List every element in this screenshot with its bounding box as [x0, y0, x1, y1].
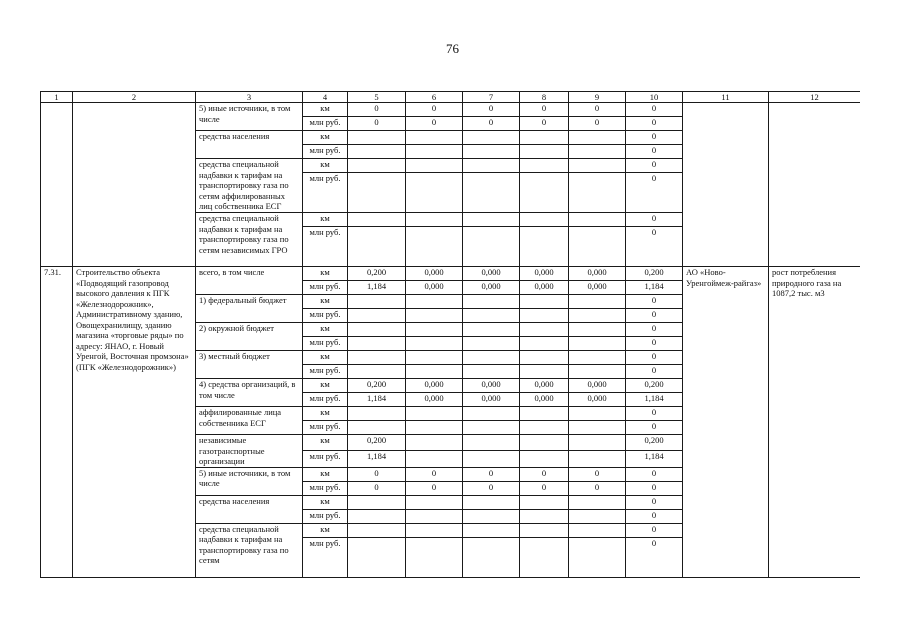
- value-cell-col-8: [520, 131, 569, 145]
- column-header-1: 1: [41, 92, 73, 103]
- value-cell-col-5: [348, 323, 406, 337]
- unit-cell: км: [303, 159, 348, 173]
- value-cell-col-5: [348, 495, 406, 509]
- column-header-3: 3: [196, 92, 303, 103]
- value-cell-col-10: 0: [626, 213, 683, 227]
- unit-cell: км: [303, 523, 348, 537]
- value-cell-col-5: [348, 351, 406, 365]
- value-cell-col-6: 0: [406, 467, 463, 481]
- funding-source-label: 2) окружной бюджет: [196, 323, 303, 351]
- funding-source-label: 1) федеральный бюджет: [196, 295, 303, 323]
- value-cell-col-5: 0: [348, 481, 406, 495]
- unit-cell: млн руб.: [303, 451, 348, 467]
- value-cell-col-8: [520, 495, 569, 509]
- value-cell-col-10: 0: [626, 495, 683, 509]
- value-cell-col-5: [348, 159, 406, 173]
- funding-source-label: 3) местный бюджет: [196, 351, 303, 379]
- unit-cell: млн руб.: [303, 365, 348, 379]
- value-cell-col-8: [520, 227, 569, 267]
- value-cell-col-10: 0,200: [626, 435, 683, 451]
- value-cell-col-8: [520, 421, 569, 435]
- value-cell-col-6: [406, 145, 463, 159]
- value-cell-col-6: [406, 537, 463, 577]
- value-cell-col-9: [569, 509, 626, 523]
- unit-cell: км: [303, 379, 348, 393]
- unit-cell: км: [303, 323, 348, 337]
- value-cell-col-7: [463, 323, 520, 337]
- column-header-11: 11: [683, 92, 769, 103]
- value-cell-col-10: 0: [626, 159, 683, 173]
- value-cell-col-8: [520, 351, 569, 365]
- funding-source-label: 4) средства организаций, в том числе: [196, 379, 303, 407]
- funding-source-label: независимые газотранспортные организации: [196, 435, 303, 468]
- value-cell-col-7: [463, 145, 520, 159]
- value-cell-col-5: [348, 509, 406, 523]
- value-cell-col-9: [569, 309, 626, 323]
- value-cell-col-9: [569, 295, 626, 309]
- value-cell-col-10: 0: [626, 117, 683, 131]
- value-cell-col-5: 1,184: [348, 393, 406, 407]
- value-cell-col-8: [520, 537, 569, 577]
- funding-source-label: 5) иные источники, в том числе: [196, 103, 303, 131]
- value-cell-col-9: [569, 351, 626, 365]
- value-cell-col-8: [520, 365, 569, 379]
- value-cell-col-6: 0,000: [406, 379, 463, 393]
- value-cell-col-5: [348, 227, 406, 267]
- value-cell-col-8: [520, 159, 569, 173]
- column-header-row: [41, 92, 861, 103]
- value-cell-col-9: [569, 131, 626, 145]
- value-cell-col-5: 0: [348, 467, 406, 481]
- value-cell-col-10: 0: [626, 351, 683, 365]
- value-cell-col-8: 0,000: [520, 379, 569, 393]
- value-cell-col-8: 0: [520, 467, 569, 481]
- value-cell-col-6: [406, 213, 463, 227]
- column-header-2: 2: [73, 92, 196, 103]
- value-cell-col-9: 0,000: [569, 393, 626, 407]
- value-cell-col-10: 0: [626, 103, 683, 117]
- value-cell-col-8: [520, 173, 569, 213]
- value-cell-col-5: [348, 309, 406, 323]
- value-cell-col-8: [520, 309, 569, 323]
- unit-cell: млн руб.: [303, 117, 348, 131]
- value-cell-col-8: [520, 337, 569, 351]
- value-cell-col-6: [406, 509, 463, 523]
- value-cell-col-10: 0: [626, 295, 683, 309]
- value-cell-col-9: [569, 323, 626, 337]
- column-header-6: 6: [406, 92, 463, 103]
- value-cell-col-5: [348, 337, 406, 351]
- value-cell-col-8: [520, 435, 569, 451]
- value-cell-col-5: 1,184: [348, 281, 406, 295]
- unit-cell: км: [303, 267, 348, 281]
- value-cell-col-6: [406, 173, 463, 213]
- table-row: [41, 267, 861, 281]
- value-cell-col-6: [406, 435, 463, 451]
- value-cell-col-9: [569, 435, 626, 451]
- unit-cell: км: [303, 407, 348, 421]
- value-cell-col-7: [463, 435, 520, 451]
- value-cell-col-7: [463, 337, 520, 351]
- column-header-4: 4: [303, 92, 348, 103]
- value-cell-col-9: 0: [569, 117, 626, 131]
- value-cell-col-6: [406, 337, 463, 351]
- unit-cell: км: [303, 495, 348, 509]
- unit-cell: км: [303, 103, 348, 117]
- value-cell-col-9: [569, 159, 626, 173]
- value-cell-col-9: 0,000: [569, 267, 626, 281]
- value-cell-col-7: [463, 213, 520, 227]
- table-wrapper: [40, 91, 860, 617]
- object-name-cell: [73, 103, 196, 267]
- organization-cell: АО «Ново-Уренгоймеж-райгаз»: [683, 267, 769, 578]
- value-cell-col-5: [348, 537, 406, 577]
- funding-source-label: 5) иные источники, в том числе: [196, 467, 303, 495]
- value-cell-col-7: 0: [463, 481, 520, 495]
- funding-source-label: средства специальной надбавки к тарифам на транспортировку газа по сетям независимых ГРО: [196, 213, 303, 267]
- value-cell-col-5: 0,200: [348, 267, 406, 281]
- value-cell-col-10: 0: [626, 407, 683, 421]
- unit-cell: млн руб.: [303, 145, 348, 159]
- unit-cell: млн руб.: [303, 173, 348, 213]
- value-cell-col-6: [406, 295, 463, 309]
- value-cell-col-10: 0: [626, 173, 683, 213]
- funding-source-label: средства населения: [196, 495, 303, 523]
- value-cell-col-8: 0,000: [520, 281, 569, 295]
- value-cell-col-10: 0: [626, 309, 683, 323]
- value-cell-col-6: 0,000: [406, 393, 463, 407]
- value-cell-col-5: [348, 173, 406, 213]
- value-cell-col-9: [569, 523, 626, 537]
- value-cell-col-8: 0: [520, 481, 569, 495]
- value-cell-col-9: 0,000: [569, 281, 626, 295]
- value-cell-col-6: [406, 227, 463, 267]
- unit-cell: млн руб.: [303, 509, 348, 523]
- unit-cell: км: [303, 295, 348, 309]
- value-cell-col-5: [348, 523, 406, 537]
- unit-cell: км: [303, 435, 348, 451]
- value-cell-col-9: [569, 451, 626, 467]
- value-cell-col-7: [463, 495, 520, 509]
- value-cell-col-9: [569, 145, 626, 159]
- value-cell-col-6: [406, 451, 463, 467]
- value-cell-col-10: 0: [626, 481, 683, 495]
- value-cell-col-7: [463, 537, 520, 577]
- column-header-12: 12: [769, 92, 861, 103]
- value-cell-col-10: 0: [626, 145, 683, 159]
- value-cell-col-10: 1,184: [626, 281, 683, 295]
- value-cell-col-8: [520, 407, 569, 421]
- value-cell-col-9: [569, 495, 626, 509]
- value-cell-col-7: [463, 523, 520, 537]
- value-cell-col-6: 0,000: [406, 281, 463, 295]
- value-cell-col-10: 0,200: [626, 267, 683, 281]
- value-cell-col-6: [406, 159, 463, 173]
- value-cell-col-7: 0: [463, 103, 520, 117]
- value-cell-col-9: [569, 407, 626, 421]
- value-cell-col-7: [463, 365, 520, 379]
- value-cell-col-6: [406, 323, 463, 337]
- value-cell-col-6: 0: [406, 103, 463, 117]
- funding-source-label: аффилированные лица собственника ЕСГ: [196, 407, 303, 435]
- value-cell-col-5: 0,200: [348, 435, 406, 451]
- value-cell-col-10: 0: [626, 509, 683, 523]
- column-header-5: 5: [348, 92, 406, 103]
- value-cell-col-5: [348, 421, 406, 435]
- value-cell-col-10: 1,184: [626, 393, 683, 407]
- value-cell-col-10: 0,200: [626, 379, 683, 393]
- value-cell-col-8: 0,000: [520, 393, 569, 407]
- column-header-8: 8: [520, 92, 569, 103]
- value-cell-col-9: [569, 365, 626, 379]
- value-cell-col-7: 0,000: [463, 267, 520, 281]
- value-cell-col-7: 0,000: [463, 281, 520, 295]
- value-cell-col-5: [348, 213, 406, 227]
- value-cell-col-9: [569, 421, 626, 435]
- value-cell-col-10: 1,184: [626, 451, 683, 467]
- value-cell-col-9: [569, 227, 626, 267]
- value-cell-col-7: 0: [463, 467, 520, 481]
- value-cell-col-10: 0: [626, 337, 683, 351]
- value-cell-col-9: [569, 537, 626, 577]
- column-header-7: 7: [463, 92, 520, 103]
- value-cell-col-6: [406, 351, 463, 365]
- funding-source-label: средства специальной надбавки к тарифам на транспортировку газа по сетям аффилированных лиц собственника ЕСГ: [196, 159, 303, 213]
- value-cell-col-9: 0: [569, 103, 626, 117]
- unit-cell: млн руб.: [303, 337, 348, 351]
- unit-cell: км: [303, 467, 348, 481]
- value-cell-col-7: [463, 509, 520, 523]
- value-cell-col-7: [463, 451, 520, 467]
- value-cell-col-10: 0: [626, 467, 683, 481]
- value-cell-col-10: 0: [626, 365, 683, 379]
- value-cell-col-8: 0: [520, 103, 569, 117]
- column-header-10: 10: [626, 92, 683, 103]
- result-cell: [769, 103, 861, 267]
- value-cell-col-8: [520, 451, 569, 467]
- item-number-cell: [41, 103, 73, 267]
- value-cell-col-7: [463, 295, 520, 309]
- table-row: [41, 103, 861, 117]
- value-cell-col-10: 0: [626, 227, 683, 267]
- object-name-cell: Строительство объекта «Подводящий газопровод высокого давления к ПГК «Железнодорожник», Административному зданию, Овощехранилищу, зданию магазина «торговые ряды» по адресу: ЯНАО, г. Новый Уренгой, Восточная промзона» (ПГК «Железнодорожник»): [73, 267, 196, 578]
- value-cell-col-6: [406, 309, 463, 323]
- page-number: 76: [446, 41, 459, 56]
- value-cell-col-8: [520, 295, 569, 309]
- value-cell-col-7: [463, 309, 520, 323]
- value-cell-col-7: [463, 173, 520, 213]
- value-cell-col-7: [463, 351, 520, 365]
- value-cell-col-8: 0: [520, 117, 569, 131]
- value-cell-col-7: 0,000: [463, 393, 520, 407]
- value-cell-col-6: [406, 421, 463, 435]
- unit-cell: млн руб.: [303, 227, 348, 267]
- value-cell-col-10: 0: [626, 131, 683, 145]
- value-cell-col-9: [569, 213, 626, 227]
- unit-cell: млн руб.: [303, 537, 348, 577]
- funding-source-label: средства специальной надбавки к тарифам на транспортировку газа по сетям: [196, 523, 303, 577]
- unit-cell: млн руб.: [303, 421, 348, 435]
- value-cell-col-8: 0,000: [520, 267, 569, 281]
- unit-cell: млн руб.: [303, 281, 348, 295]
- value-cell-col-7: [463, 421, 520, 435]
- value-cell-col-9: 0: [569, 467, 626, 481]
- value-cell-col-6: 0,000: [406, 267, 463, 281]
- value-cell-col-6: 0: [406, 481, 463, 495]
- value-cell-col-7: [463, 159, 520, 173]
- value-cell-col-10: 0: [626, 537, 683, 577]
- unit-cell: млн руб.: [303, 481, 348, 495]
- value-cell-col-10: 0: [626, 323, 683, 337]
- value-cell-col-6: [406, 407, 463, 421]
- value-cell-col-5: [348, 407, 406, 421]
- value-cell-col-5: 0: [348, 103, 406, 117]
- value-cell-col-7: [463, 131, 520, 145]
- unit-cell: км: [303, 351, 348, 365]
- value-cell-col-8: [520, 213, 569, 227]
- value-cell-col-6: [406, 131, 463, 145]
- value-cell-col-6: [406, 365, 463, 379]
- value-cell-col-6: 0: [406, 117, 463, 131]
- unit-cell: млн руб.: [303, 393, 348, 407]
- funding-source-label: всего, в том числе: [196, 267, 303, 295]
- value-cell-col-5: 1,184: [348, 451, 406, 467]
- value-cell-col-7: 0: [463, 117, 520, 131]
- value-cell-col-5: [348, 145, 406, 159]
- value-cell-col-9: [569, 337, 626, 351]
- funding-source-label: средства населения: [196, 131, 303, 159]
- unit-cell: млн руб.: [303, 309, 348, 323]
- budget-table: [40, 91, 860, 578]
- result-cell: рост потребления природного газа на 1087,2 тыс. м3: [769, 267, 861, 578]
- unit-cell: км: [303, 213, 348, 227]
- unit-cell: км: [303, 131, 348, 145]
- value-cell-col-8: [520, 523, 569, 537]
- value-cell-col-6: [406, 495, 463, 509]
- value-cell-col-5: [348, 295, 406, 309]
- value-cell-col-8: [520, 145, 569, 159]
- value-cell-col-10: 0: [626, 523, 683, 537]
- value-cell-col-6: [406, 523, 463, 537]
- value-cell-col-10: 0: [626, 421, 683, 435]
- value-cell-col-9: 0,000: [569, 379, 626, 393]
- value-cell-col-7: [463, 407, 520, 421]
- value-cell-col-5: [348, 365, 406, 379]
- value-cell-col-7: 0,000: [463, 379, 520, 393]
- value-cell-col-5: 0,200: [348, 379, 406, 393]
- value-cell-col-9: [569, 173, 626, 213]
- column-header-9: 9: [569, 92, 626, 103]
- value-cell-col-7: [463, 227, 520, 267]
- value-cell-col-5: 0: [348, 117, 406, 131]
- item-number-cell: 7.31.: [41, 267, 73, 578]
- value-cell-col-8: [520, 323, 569, 337]
- value-cell-col-8: [520, 509, 569, 523]
- organization-cell: [683, 103, 769, 267]
- value-cell-col-5: [348, 131, 406, 145]
- value-cell-col-9: 0: [569, 481, 626, 495]
